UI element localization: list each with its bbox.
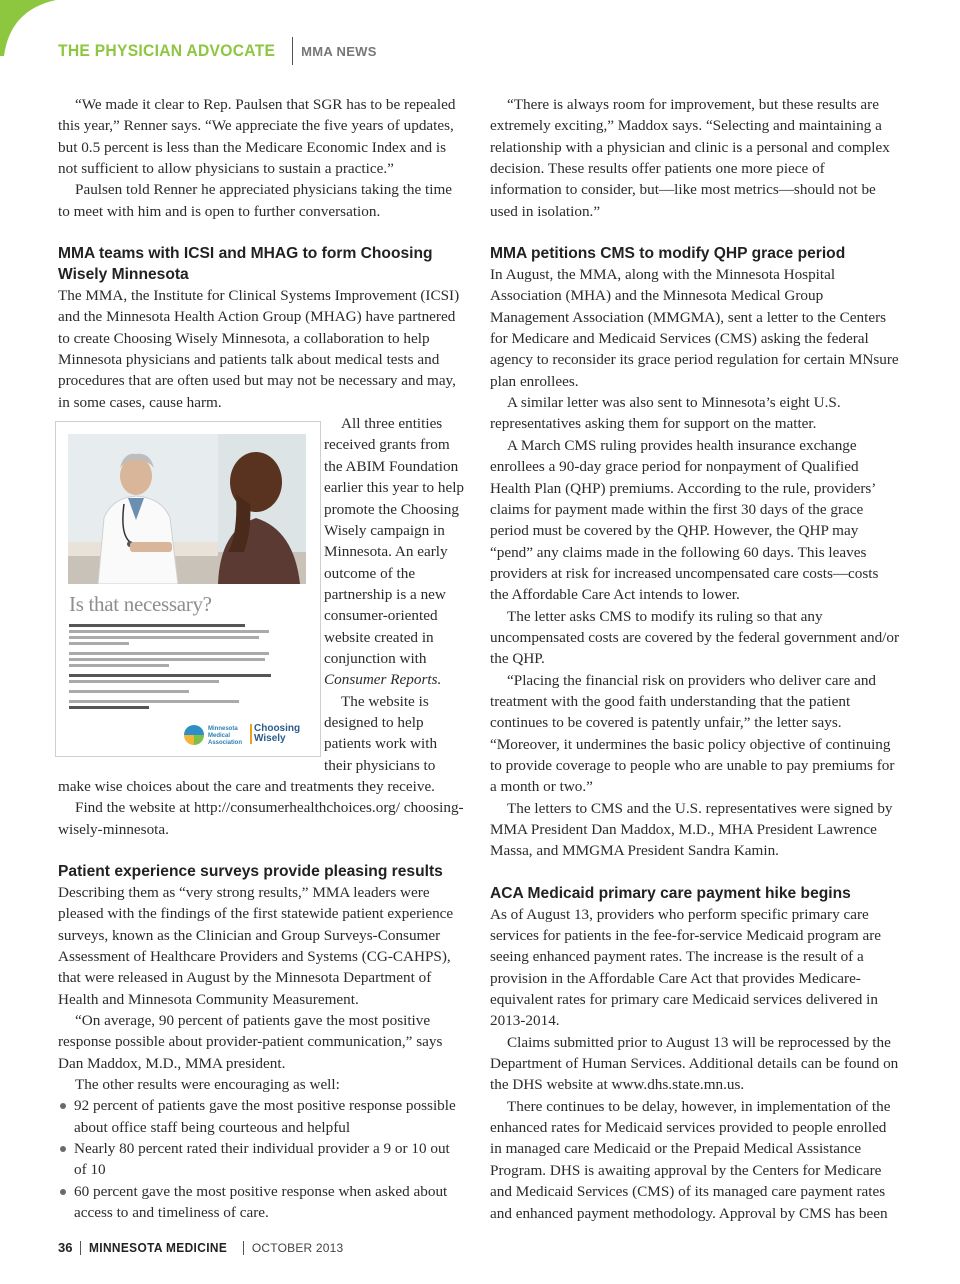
footer-divider xyxy=(80,1241,81,1255)
header-divider xyxy=(292,37,293,65)
doctor-patient-photo xyxy=(68,434,306,584)
article-paragraph: The website is designed to help patients work with their physicians to make wise choices about the care and treatments they receive. xyxy=(58,692,438,795)
article-heading: MMA petitions CMS to modify QHP grace period xyxy=(490,245,846,263)
article-paragraph: As of August 13, providers who perform specific primary care services for patients in the fee-for-service Medicaid program are seeing enhanced payment rates. The increase is the result of a provision in the Affordable Care Act that provides Medicare-equivalent rates for primary care Medicaid services delivered in 2013-2014. xyxy=(490,905,882,1030)
article-paragraph: “On average, 90 percent of patients gave the most positive response possible about provider-patient communication,” says Dan Maddox, M.D., MMA president. xyxy=(58,1012,443,1072)
section-label: MMA NEWS xyxy=(301,43,377,59)
article-paragraph: In August, the MMA, along with the Minnesota Hospital Association (MHA) and the Minnesota Medical Group Management Association (MMGMA), sent a letter to the Centers for Medicare and Medicaid Services (CMS) asking the federal agency to reconsider its grace period regulation for certain MNsure plan enrollees. xyxy=(490,266,899,390)
bullet-icon xyxy=(60,1189,66,1195)
article-paragraph: A similar letter was also sent to Minnesota’s eight U.S. representatives asking them for support on the matter. xyxy=(490,394,841,433)
section-brand: THE PHYSICIAN ADVOCATE xyxy=(58,41,276,60)
page-number: 36 xyxy=(58,1240,73,1255)
footer-divider xyxy=(243,1241,244,1255)
article-paragraph: The MMA, the Institute for Clinical Systems Improvement (ICSI) and the Minnesota Health Action Group (MHAG) have partnered to create Choosing Wisely Minnesota, a collaboration to help Minnesota physicians and patients talk about medical tests and procedures that are often used but may not be necessary and may, in some cases, cause harm. xyxy=(58,287,460,411)
brochure-image xyxy=(55,421,321,757)
article-paragraph: Find the website at http://consumerhealthchoices.org/ choosing-wisely-minnesota. xyxy=(58,799,464,838)
mma-logo-text: Minnesota Medical Association xyxy=(208,726,243,747)
mma-logo-icon xyxy=(184,725,204,745)
article-paragraph: The letters to CMS and the U.S. representatives were signed by MMA President Dan Maddox, M.D., MHA President Lawrence Massa, and MMGMA President Sandra Kamin. xyxy=(490,799,893,860)
article-heading: Patient experience surveys provide pleasing results xyxy=(58,863,443,880)
choosing-wisely-logo: Choosing Wisely xyxy=(254,724,298,744)
magazine-title: MINNESOTA MEDICINE xyxy=(89,1240,228,1255)
issue-date: OCTOBER 2013 xyxy=(251,1240,344,1255)
article-heading: ACA Medicaid primary care payment hike begins xyxy=(490,884,851,902)
page-footer xyxy=(58,1240,343,1255)
article-paragraph: A March CMS ruling provides health insurance exchange enrollees a 90-day grace period for nonpayment of Qualified Health Plan (QHP) premiums. According to the rule, providers’ claims for payment made within the first 30 days of the grace period must be covered by the QHP. However, the QHP may “pend” any claims made in the following 60 days. This leaves providers at risk for increased uncompensated care costs—costs the Affordable Care Act intends to lower. xyxy=(490,436,879,604)
choosing-wisely-figure xyxy=(58,413,324,763)
bullet-icon xyxy=(60,1103,66,1109)
article-paragraph: All three entities received grants from the ABIM Foundation earlier this year to help promote the Choosing Wisely campaign in Minnesota. An early outcome of the partnership is a new consumer-oriented website created in conjunction with Consumer Reports. xyxy=(324,415,465,689)
article-paragraph: The other results were encouraging as well: xyxy=(75,1076,340,1094)
brochure-text-lines xyxy=(69,624,279,712)
list-item: Nearly 80 percent rated their individual provider a 9 or 10 out of 10 xyxy=(58,1138,464,1181)
bullet-icon xyxy=(60,1146,66,1152)
left-column xyxy=(58,94,464,1224)
article-paragraph: Claims submitted prior to August 13 will be reprocessed by the Department of Human Services. Additional details can be found on the DHS website at www.dhs.state.mn.us. xyxy=(490,1033,899,1094)
list-item: 92 percent of patients gave the most positive response possible about office staff being courteous and helpful xyxy=(58,1095,464,1138)
right-column xyxy=(490,94,900,1224)
article-paragraph: The letter asks CMS to modify its ruling so that any uncompensated costs are covered by the federal government and/or the QHP. xyxy=(490,607,900,668)
page-header xyxy=(58,36,377,66)
article-paragraph: There continues to be delay, however, in implementation of the enhanced rates for Medicaid services provided to people enrolled in managed care Medicaid or the Prepaid Medical Assistance Program. DHS is awaiting approval by the Centers for Medicare and Medicaid Services (CMS) of its managed care payment rates and enhanced payment methodology. Approval by CMS has been xyxy=(490,1097,891,1222)
intro-paragraph: Paulsen told Renner he appreciated physicians taking the time to meet with him and is open to further conversation. xyxy=(58,181,453,220)
article-paragraph: “Placing the financial risk on providers who deliver care and treatment with the good faith understanding that the patient continues to be covered is patently unfair,” the letter says. “Moreover, it undermines the basic policy objective of continuing to provide coverage to people who are unable to pay premiums for a month or two.” xyxy=(490,671,895,796)
article-paragraph: Describing them as “very strong results,” MMA leaders were pleased with the findings of the first statewide patient experience surveys, known as the Clinician and Group Surveys-Consumer Assessment of Healthcare Providers and Systems (CG-CAHPS), that were released in August by the Minnesota Department of Health and Minnesota Community Measurement. xyxy=(58,884,454,1008)
article-heading: MMA teams with ICSI and MHAG to form Choosing Wisely Minnesota xyxy=(58,245,433,284)
intro-paragraph: “We made it clear to Rep. Paulsen that SGR has to be repealed this year,” Renner says. “We appreciate the five years of updates, but 0.5 percent is less than the Medicare Economic Index and is not sufficient to allow physicians to sustain a practice.” xyxy=(58,96,456,178)
results-list xyxy=(58,1095,464,1223)
corner-accent-shape xyxy=(0,0,56,56)
brochure-headline: Is that necessary? xyxy=(69,592,212,617)
intro-paragraph: “There is always room for improvement, but these results are extremely exciting,” Maddox says. “Selecting and maintaining a relationship with a physician and clinic is a personal and complex decision. These results offer patients one more piece of information to consider, but—like most metrics—should not be used in isolation.” xyxy=(490,96,890,220)
list-item: 60 percent gave the most positive response when asked about access to and timeliness of care. xyxy=(58,1181,464,1224)
